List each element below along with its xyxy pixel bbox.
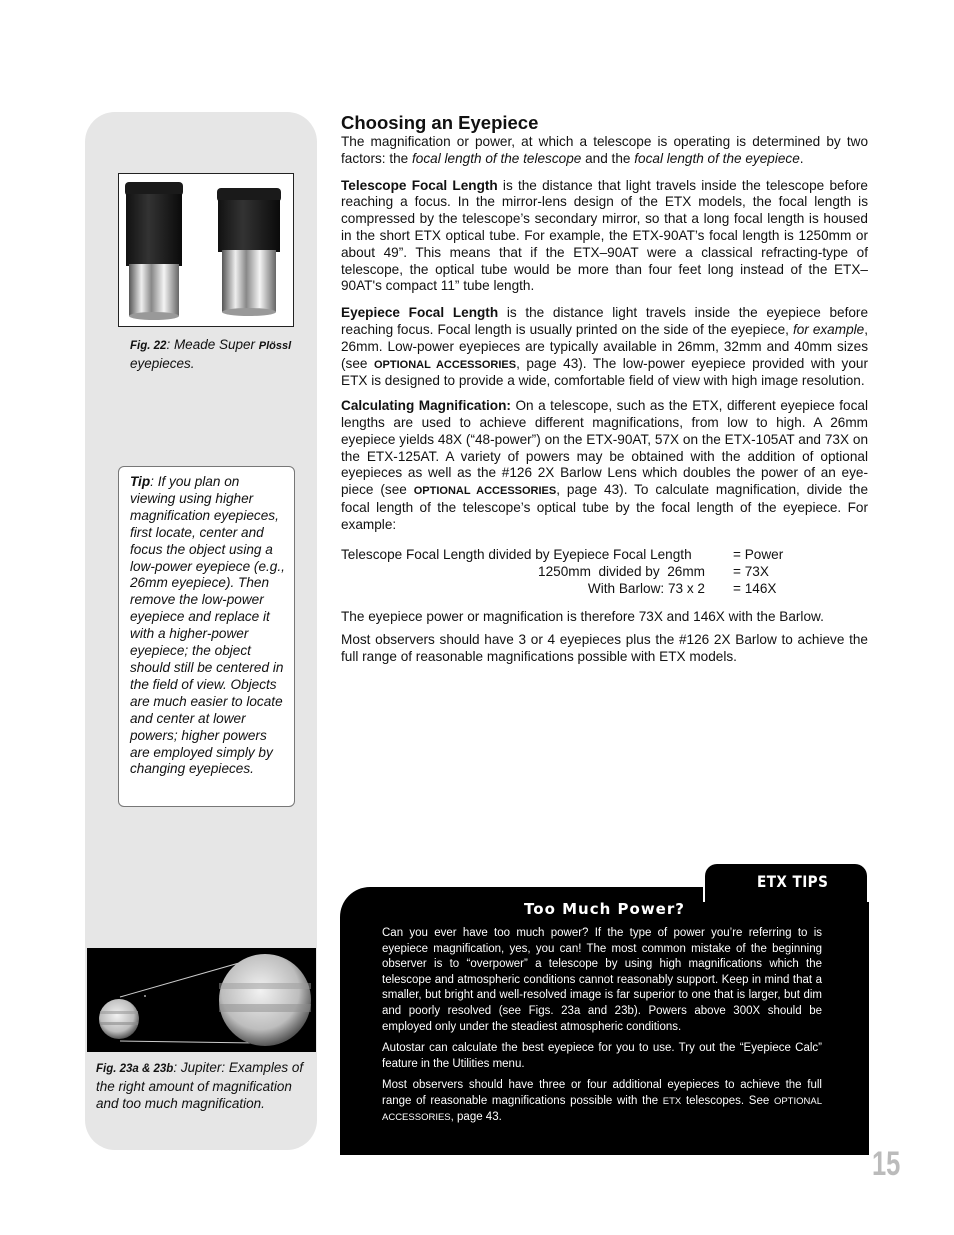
etx-tips-tab-label: ETX TIPS [757, 872, 829, 891]
intro-text-end: . [799, 150, 804, 166]
tip-text: : If you plan on viewing using higher magnification eyepieces, first locate, center and focus the object using a low-power eyepiece (e.g., 26mm eyepiece). Then remove the low-power eyepiece and replace it with a higher-power eyepiece; the object should still be centered in the field of view. Objects are much easier to locate and center at lower powers; higher powers are employed simply by changing eyepieces. [130, 474, 285, 777]
telescope-focal-length-paragraph [341, 178, 868, 296]
calculating-magnification-label: Calculating Magnification: [341, 398, 511, 414]
tip-label: Tip [130, 474, 151, 489]
etx-tips-p3-etx: ETX [662, 1095, 682, 1107]
jupiter-photo [87, 948, 316, 1052]
eyepiece-focal-length-label: Eyepiece Focal Length [341, 305, 499, 321]
calc-row-1-left: Telescope Focal Length divided by Eyepiece Focal Length [341, 547, 692, 562]
calculating-magnification-paragraph [341, 398, 868, 533]
eyepieces-photo [118, 173, 294, 327]
etx-tips-text [382, 926, 822, 1131]
calc-row-3-left: With Barlow: 73 x 2 [587, 581, 705, 596]
eyepiece-focal-length-text: is the distance light travels inside the eyepiece before reaching focus. Focal length is usually printed on the side of the eyepiece, [341, 305, 869, 337]
etx-tips-box [340, 862, 869, 1155]
etx-tips-p3-text: Most observers should have three or four additional eyepieces to achieve the full range of reasonable magnifications possible with the [382, 1079, 822, 1107]
page-number: 15 [872, 1145, 901, 1183]
intro-text: The magnification or power, at which a telescope is operating is determined by two factors: the [341, 134, 868, 166]
jupiter-illustration [87, 948, 316, 1052]
etx-tips-title: Too Much Power? [524, 900, 685, 918]
telescope-focal-length-text: is the distance that light travels inside the telescope before reaching a focus. In the mirror-lens design of the ETX models, the focal length is compressed by the telescope’s secondary mirror, so that a long focal length is housed in the short ETX optical tube. For example, the ETX-90AT’s focal length is 1250mm or about 49”. This means that if the ETX–90AT were a classical refracting-type of telescope, the optical tube would be more than four feet long instead of the ETX–90AT's compact 11” tube length. [341, 177, 868, 294]
eyepiece-focal-length-emphasis: for example [792, 321, 865, 337]
calc-row-3-right: = 146X [733, 581, 777, 596]
etx-tips-paragraph-2: Autostar can calculate the best eyepiece for you to use. Try out the “Eyepiece Calc” feature in the Utilities menu. [382, 1042, 822, 1070]
etx-tips-paragraph-1: Can you ever have too much power? If the type of power you’re referring to is eyepiece magnification, yes, you can! The most common mistake of the beginning observer is to “overpower” a telescope by using high magnifications which the telescope and atmospheric conditions cannot reasonably support. Keep in mind that a smaller, but bright and well-resolved image is far superior to one that is larger, but dim and poorly resolved (see Figs. 23a and 23b). Powers above 300X should be employed only under the steadiest atmospheric conditions. [382, 927, 822, 1033]
fig22-caption-plossl: Plössl [258, 340, 292, 352]
eyepieces-illustration [119, 174, 292, 325]
calculating-magnification-text-2: , page 43). To calculate magnification, divide the focal length of the telescope’s optical tube by the focal length of the eyepiece. For example: [341, 482, 869, 532]
optional-accessories-ref-2: OPTIONAL ACCESSORIES [413, 485, 557, 498]
etx-tips-paragraph-3 [382, 1078, 822, 1125]
etx-tips-tab [703, 862, 869, 902]
telescope-focal-length-label: Telescope Focal Length [341, 177, 498, 193]
intro-text-and: and the [581, 150, 635, 166]
etx-tips-p3-accessories: OPTIONAL ACCESSORIES [382, 1095, 822, 1123]
intro-emphasis-telescope: focal length of the telescope [412, 150, 582, 166]
optional-accessories-ref: OPTIONAL ACCESSORIES [373, 358, 517, 371]
fig22-caption-text: : Meade Super [166, 337, 259, 352]
calculating-magnification-text: On a telescope, such as the ETX, different eyepiece focal lengths are used to achieve different magnifications, from low to high. A 26mm eyepiece yields 48X (“48-power”) on the ETX-90AT, 57X on the ETX-105AT and 73X on the ETX-125AT. A variety of powers may be obtained with the addition of optional eyepieces as well as the #126 2X Barlow Lens which doubles the power of an eye-piece (see [341, 398, 868, 498]
eyepiece-focal-length-text-3: , page 43). The low-power eyepiece provided with your ETX is designed to provide a wide, comfortable field of view with high image resolution. [341, 355, 868, 389]
fig23-label: Fig. 23a & 23b [96, 1063, 174, 1075]
fig22-caption-end: eyepieces. [130, 356, 195, 371]
intro-paragraph [341, 134, 868, 168]
fig22-caption [130, 336, 305, 372]
calc-row-2-left: 1250mm divided by 26mm [538, 564, 705, 579]
power-paragraph: The eyepiece power or magnification is therefore 73X and 146X with the Barlow. [341, 609, 824, 624]
fig23-caption-text: : Jupiter: Examples of the right amount of magnification and too much magnification. [96, 1060, 304, 1111]
etx-tips-p3-text-2: telescopes. See [681, 1094, 774, 1107]
eyepiece-focal-length-text-2: , 26mm. Low-power eyepieces are typically available in 26mm, 32mm and 40mm sizes (see [341, 321, 868, 371]
main-column [341, 112, 868, 534]
intro-emphasis-eyepiece: focal length of the eyepiece [634, 150, 800, 166]
eyepiece-focal-length-paragraph [341, 305, 868, 390]
fig22-label: Fig. 22 [130, 340, 167, 352]
tip-box [118, 466, 295, 807]
etx-tips-p3-text-3: , page 43. [450, 1110, 502, 1123]
page-title: Choosing an Eyepiece [341, 112, 539, 133]
fig23-caption [96, 1059, 308, 1112]
observers-paragraph: Most observers should have 3 or 4 eyepieces plus the #126 2X Barlow to achieve the full range of reasonable magnifications possible with ETX models. [341, 632, 868, 664]
calc-row-2-right: = 73X [733, 564, 769, 579]
calc-row-1-right: = Power [733, 547, 784, 562]
